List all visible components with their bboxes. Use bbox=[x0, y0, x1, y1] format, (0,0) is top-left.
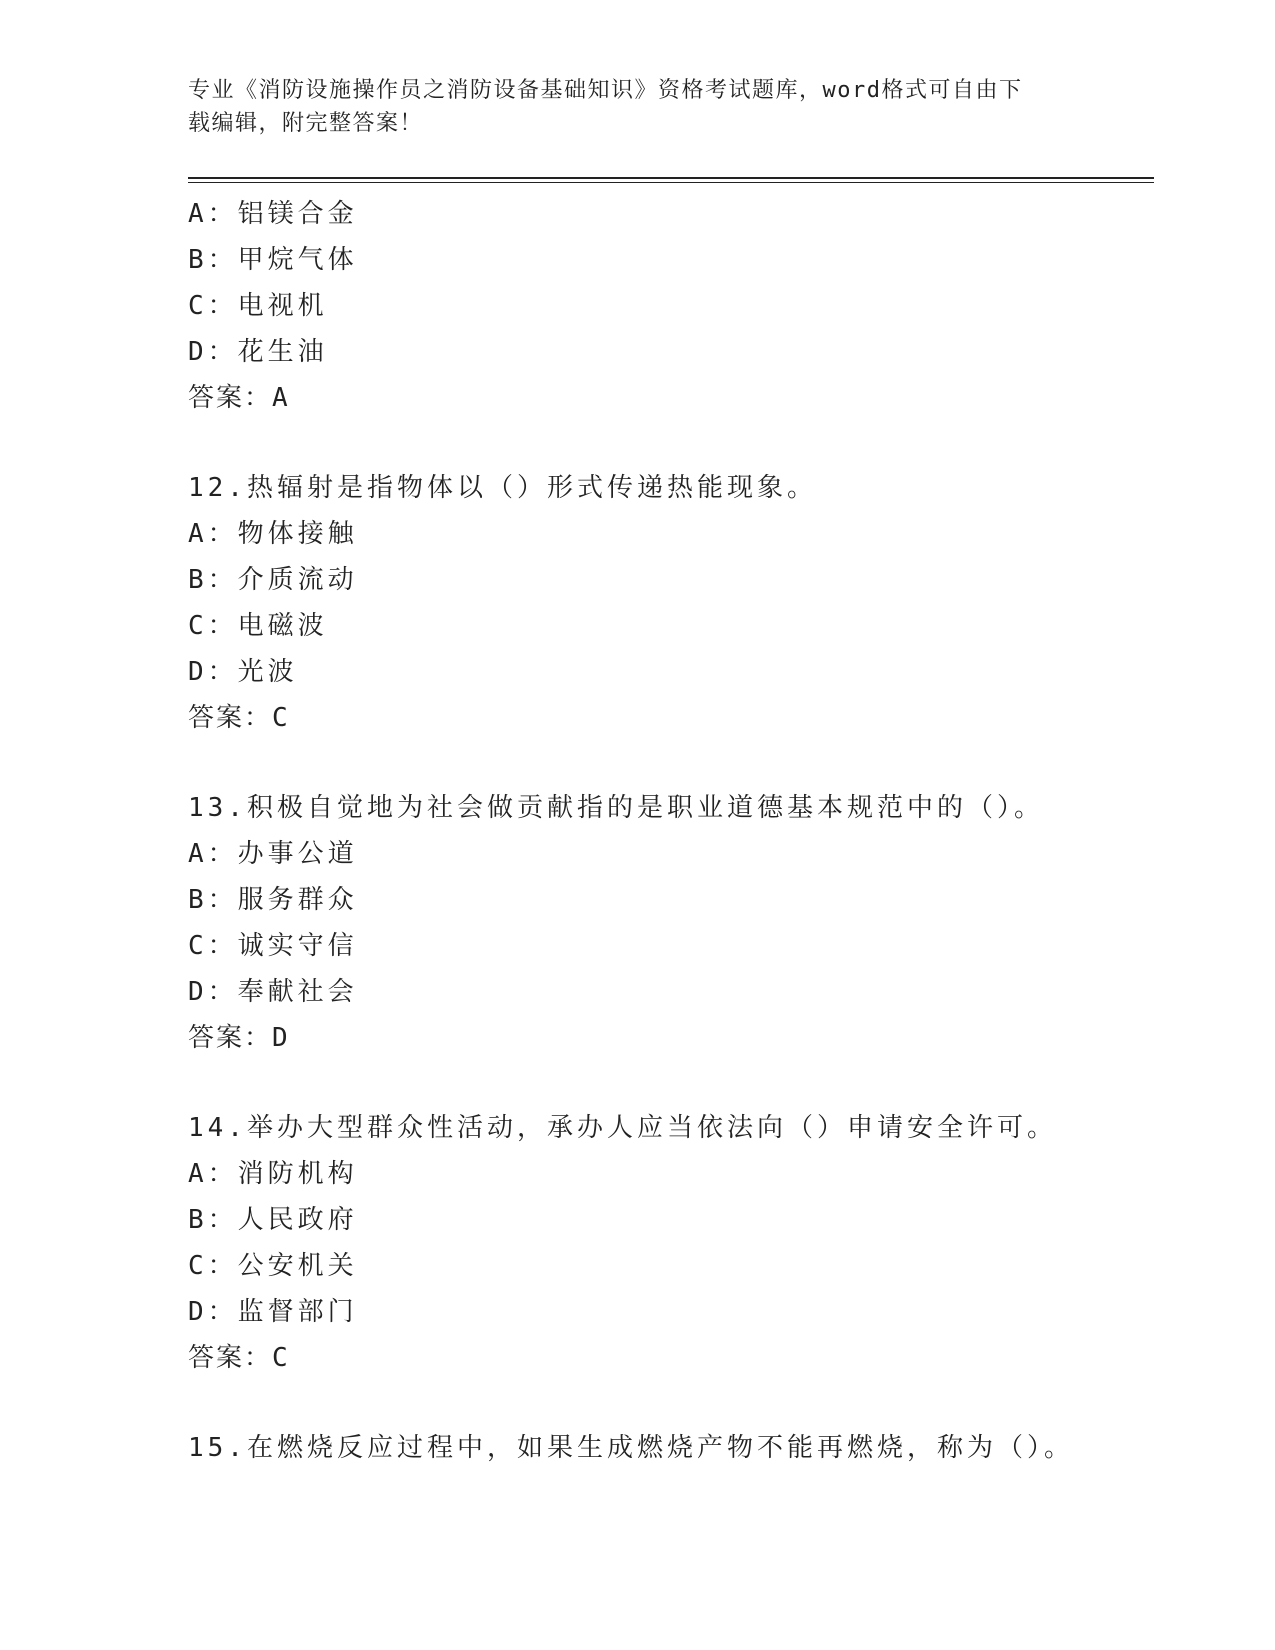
option-d: D：奉献社会 bbox=[188, 977, 358, 1007]
question-stem: 15.在燃烧反应过程中，如果生成燃烧产物不能再燃烧，称为（）。 bbox=[188, 1433, 1074, 1463]
option-b: B：介质流动 bbox=[188, 565, 358, 595]
option-c: C：公安机关 bbox=[188, 1251, 358, 1281]
option-d: D：光波 bbox=[188, 657, 298, 687]
question-stem: 14.举办大型群众性活动，承办人应当依法向（）申请安全许可。 bbox=[188, 1113, 1057, 1143]
option-a: A：办事公道 bbox=[188, 839, 358, 869]
option-c: C：电磁波 bbox=[188, 611, 328, 641]
option-a: A：铝镁合金 bbox=[188, 199, 358, 229]
question-11-partial bbox=[188, 191, 1154, 421]
option-b: B：甲烷气体 bbox=[188, 245, 358, 275]
document-header bbox=[188, 74, 1088, 140]
answer-line: 答案：C bbox=[188, 703, 290, 733]
option-c: C：电视机 bbox=[188, 291, 328, 321]
header-divider-thin bbox=[188, 182, 1154, 183]
option-a: A：消防机构 bbox=[188, 1159, 358, 1189]
option-d: D：监督部门 bbox=[188, 1297, 358, 1327]
option-c: C：诚实守信 bbox=[188, 931, 358, 961]
question-stem: 12.热辐射是指物体以（）形式传递热能现象。 bbox=[188, 473, 817, 503]
question-14 bbox=[188, 1105, 1154, 1381]
question-list bbox=[188, 191, 1154, 1471]
option-b: B：人民政府 bbox=[188, 1205, 358, 1235]
option-d: D：花生油 bbox=[188, 337, 328, 367]
header-line-2: 载编辑，附完整答案！ bbox=[188, 111, 424, 136]
option-b: B：服务群众 bbox=[188, 885, 358, 915]
answer-line: 答案：D bbox=[188, 1023, 290, 1053]
question-12 bbox=[188, 465, 1154, 741]
question-15 bbox=[188, 1425, 1154, 1471]
answer-line: 答案：A bbox=[188, 383, 290, 413]
option-a: A：物体接触 bbox=[188, 519, 358, 549]
question-13 bbox=[188, 785, 1154, 1061]
header-line-1: 专业《消防设施操作员之消防设备基础知识》资格考试题库，word格式可自由下 bbox=[188, 78, 1023, 103]
answer-line: 答案：C bbox=[188, 1343, 290, 1373]
header-divider-thick bbox=[188, 177, 1154, 179]
question-stem: 13.积极自觉地为社会做贡献指的是职业道德基本规范中的（）。 bbox=[188, 793, 1044, 823]
